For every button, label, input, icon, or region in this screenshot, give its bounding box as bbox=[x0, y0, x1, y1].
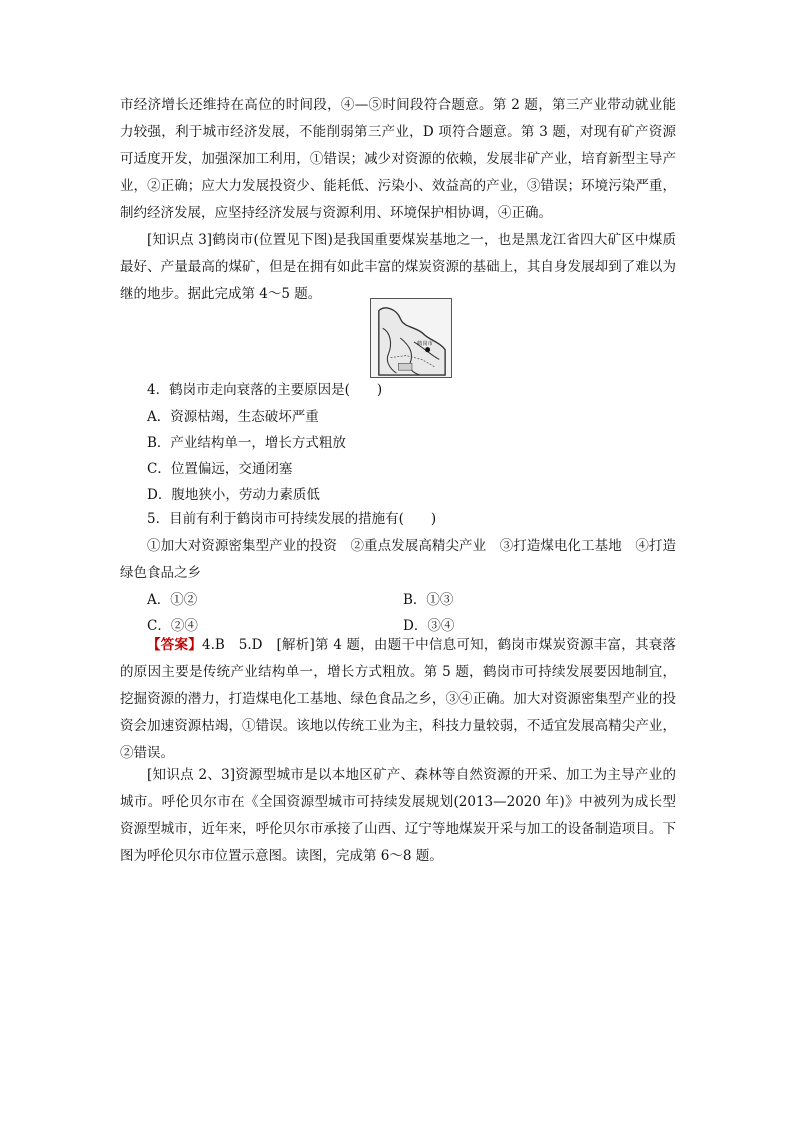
question-5-stem: 5．目前有利于鹤岗市可持续发展的措施有( ) bbox=[147, 511, 437, 527]
answer-text: 4.B 5.D [解析]第 4 题，由题干中信息可知，鹤岗市煤炭资源丰富，其衰落的原因主要是传统产业结构单一，增长方式粗放。第 5 题，鹤岗市可持续发展要因地制宜，挖掘资源的潜力，打造煤电化工基地、绿色食品之乡，③④正确。加大对资源密集型产业的投资会加速资源枯竭，①错误。该地以传统工业为主，科技力量较弱，不适宜发展高精尖产业，②错误。 bbox=[120, 637, 676, 761]
question-4 bbox=[120, 377, 676, 508]
question-5-option-a[interactable]: A．①② bbox=[147, 592, 198, 608]
question-4-stem: 4．鹤岗市走向衰落的主要原因是( ) bbox=[147, 382, 383, 398]
answer-paragraph bbox=[120, 632, 676, 767]
intro-text: [知识点 3]鹤岗市(位置见下图)是我国重要煤炭基地之一，也是黑龙江省四大矿区中煤质最好、产量最高的煤矿，但是在拥有如此丰富的煤炭资源的基础上，其自身发展却到了难以为继的地步。据此完成第 4～5 题。 bbox=[120, 232, 676, 302]
analysis-text: 市经济增长还维持在高位的时间段，④—⑤时间段符合题意。第 2 题，第三产业带动就业能力较强，利于城市经济发展，不能削弱第三产业，D 项符合题意。第 3 题，对现有矿产资源可适度开发，加强深加工利用，①错误；减少对资源的依赖，发展非矿产业，培育新型主导产业，②正确；应大力发展投资少、能耗低、污染小、效益高的产业，③错误；环境污染严重，制约经济发展，应坚持经济发展与资源利用、环境保护相协调，④正确。 bbox=[120, 97, 676, 221]
answer-tag: 【答案】 bbox=[147, 637, 202, 653]
question-4-option-b[interactable]: B．产业结构单一，增长方式粗放 bbox=[147, 435, 346, 451]
intro-text-2: [知识点 2、3]资源型城市是以本地区矿产、森林等自然资源的开采、加工为主导产业的城市。呼伦贝尔市在《全国资源型城市可持续发展规划(2013—2020 年)》中被列为成长型资源型城市，近年来，呼伦贝尔市承接了山西、辽宁等地煤炭开采与加工的设备制造项目。下图为呼伦贝尔市位置示意图。读图，完成第 6～8 题。 bbox=[120, 767, 676, 864]
question-5-option-d[interactable]: D．③④ bbox=[403, 618, 455, 634]
map-drawing bbox=[371, 299, 451, 377]
hegang-location-map bbox=[370, 298, 452, 378]
question-5-statements: ①加大对资源密集型产业的投资 ②重点发展高精尖产业 ③打造煤电化工基地 ④打造绿色食品之乡 bbox=[120, 538, 676, 581]
answer-block bbox=[120, 632, 676, 767]
map-city-label: 鹤岗市 bbox=[416, 340, 433, 347]
question-5 bbox=[120, 506, 676, 639]
question-intro-4-5 bbox=[120, 227, 676, 308]
analysis-paragraph-1-3 bbox=[120, 92, 676, 227]
question-4-option-d[interactable]: D．腹地狭小，劳动力素质低 bbox=[147, 487, 320, 503]
question-5-options-row-1 bbox=[120, 587, 676, 613]
question-4-option-a[interactable]: A．资源枯竭，生态破坏严重 bbox=[147, 409, 319, 425]
question-5-option-c[interactable]: C．②④ bbox=[147, 618, 198, 634]
question-4-option-c[interactable]: C．位置偏远，交通闭塞 bbox=[147, 461, 293, 477]
question-5-option-b[interactable]: B．①③ bbox=[403, 592, 454, 608]
question-intro-6-8 bbox=[120, 762, 676, 870]
